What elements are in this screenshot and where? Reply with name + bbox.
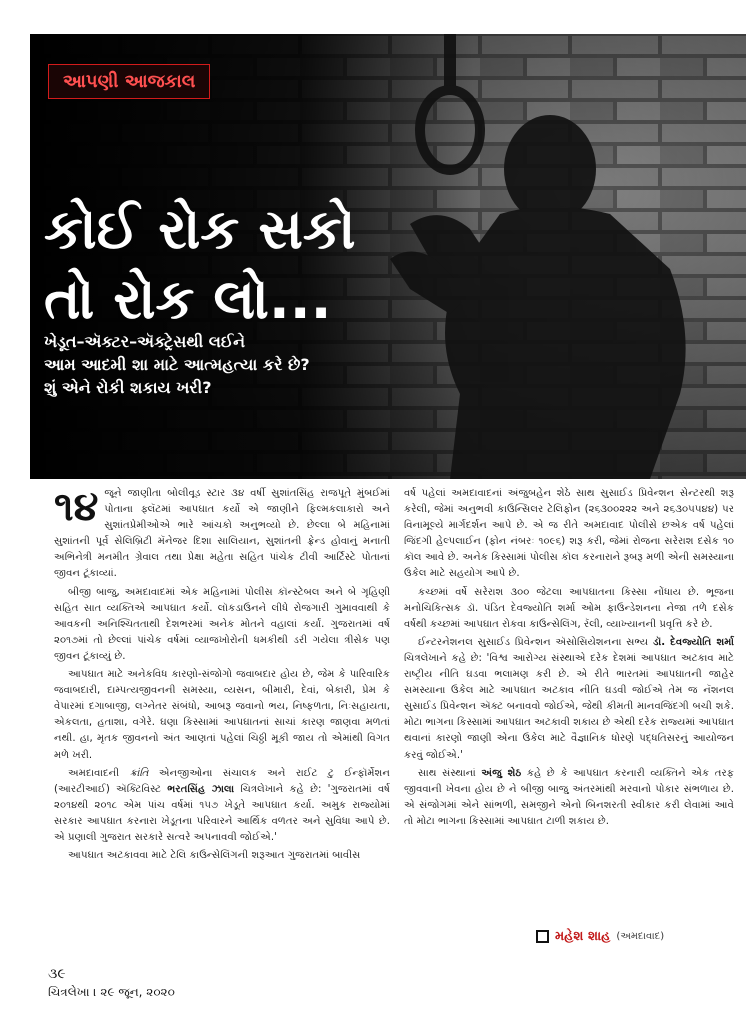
r4-post: કહે છે કે આપઘાત કરનારી વ્યક્તિને એક તરફ જીવવાની ખેવના હોય છે ને બીજી બાજુ અંતરમાંથી મરવાનો પોકાર સંભળાય છે. એ સંજોગમાં એને સાંભળી, સમજીને એનો બિનશરતી સ્વીકાર કરી લેવામાં આવે તો મોટા ભાગના કિસ્સામાં આપઘાત ટાળી શકાય છે. [404,767,734,827]
r3-pre: ઈન્ટરનેશનલ સુસાઈડ પ્રિવેન્શન ઍસોસિયેશનના સભ્ય [418,636,653,648]
hero-image [30,34,746,479]
paragraph-r2: કચ્છમાં વર્ષે સરેરાશ ૩૦૦ જેટલા આપઘાતના કિસ્સા નોંધાય છે. ભૂજના મનોચિકિત્સક ડૉ. પંડિત દેવજ્યોતિ શર્મા ઓમ ફાઉન્ડેશનના નેજા તળે દસેક વર્ષથી કચ્છમાં આપઘાત રોકવા કાઉન્સેલિંગ, રૅલી, વ્યાખ્યાનની પ્રવૃત્તિ કરે છે. [404,586,734,630]
p4-mid: એનજીઓના સંચાલક અને રાઈટ ટુ ઈન્ફૉર્મેશન (આરટીઆઈ) ઍક્ટિવિસ્ટ [54,767,390,795]
publication-line: ચિત્રલેખા । ૨૯ જૂન, ૨૦૨૦ [48,985,175,999]
p4-bold: ભરતસિંહ ઝાલા [167,783,235,795]
r3-bold: ડૉ. દેવજ્યોતિ શર્મા [652,636,734,648]
folio [48,965,175,1001]
paragraph-r4 [404,766,734,830]
author-place: (અમદાવાદ) [616,931,665,942]
paragraph-5: આપઘાત અટકાવવા માટે ટેલિ કાઉન્સેલિંગની શરૂઆત ગુજરાતમાં બાવીસ [68,850,361,862]
section-tag: આપણી આજકાલ [48,64,210,99]
deck-subtitle [44,330,464,399]
p4-pre: અમદાવાદની [68,767,130,779]
paragraph-r3 [404,635,734,764]
square-bullet-icon [536,930,549,943]
headline-line-1: કોઈ રોક સકો [44,197,356,261]
paragraph-2: બીજી બાજુ, અમદાવાદમાં એક મહિનામાં પોલીસ કૉન્સ્ટેબલ અને બે ગૃહિણી સહિત સાત વ્યક્તિએ આપઘાત કર્યો. લૉકડાઉનને લીધે રોજગારી ગુમાવવાથી કે આવકની અનિશ્ચિતતાથી દેશભરમાં અનેક મોતને વહાલાં કર્યાં. ગુજરાતમાં વર્ષ ૨૦૧૭માં તો છેલ્લાં પાંચેક વર્ષમાં વ્યાજખોરોની ધમકીથી ડરી ગયેલા ત્રીસેક પણ જીવન ટૂંકાવ્યું છે. [54,586,390,662]
r4-pre: સાથ સંસ્થાનાં [418,767,482,779]
deck-line-3: શું એને રોકી શકાય ખરી? [44,378,212,397]
deck-line-1: ખેડૂત–ઍક્ટર–ઍક્ટ્રેસથી લઈને [44,332,246,351]
paragraph-1-text: જૂને જાણીતા બોલીવૂડ સ્ટાર ૩૪ વર્ષી સુશાંતસિંહ રાજપૂતે મુંબઈમાં પોતાના ફ્લૅટમાં આપઘાત કર્યો એ જાણીને ફિલ્મકલાકારો અને સુશાંતપ્રેમીઓએ ભારે આંચકો અનુભવ્યો છે. છેલ્લા બે મહિનામાં સુશાંતની પૂર્વ સેલિબ્રિટી મૅનેજર દિશા સાલિયાન, સુશાંતની ફ્રેન્ડ હોવાનું મનાતી અભિનેત્રી મનમીત ગ્રેવાલ તથા પ્રેક્ષા મહેતા સહિત પાંચેક ટીવી આર્ટિસ્ટે પોતાનાં જીવન ટૂંકાવ્યાં. [54,488,390,580]
p4-italic: ક્રાંતિ [129,767,149,779]
paragraph-r1: વર્ષ પહેલાં અમદાવાદનાં અંજુબહેન શેઠે સાથ સુસાઈડ પ્રિવેન્શન સેન્ટરથી શરૂ કરેલી, જેમાં અનુભવી કાઉન્સિલર ટેલિફોન (૨૬૩૦૦૨૨૨ અને ૨૬૩૦૫૫૪૪) પર વિનામૂલ્યે માર્ગદર્શન આપે છે. એ જ રીતે અમદાવાદ પોલીસે છએક વર્ષ પહેલાં જિંદગી હેલ્પલાઈન (ફોન નંબરઃ ૧૦૯૬) શરૂ કરી, જેમાં રોજના સરેરાશ દસેક ૧૦ કૉલ આવે છે. અનેક કિસ્સામાં પોલીસ કૉલ કરનારાને રૂબરૂ મળી એની સમસ્યાના ઉકેલ માટે સહયોગ આપે છે. [404,488,734,580]
paragraph-1 [54,486,390,583]
headline-line-2: તો રોક લો... [44,267,332,331]
dropcap: ૧૪ [54,484,99,530]
byline [536,929,664,944]
r3-post: ચિત્રલેખાને કહે છે: 'વિશ્વ આરોગ્ય સંસ્થાએ દરેક દેશમાં આપઘાત અટકાવ માટે રાષ્ટ્રીય નીતિ ઘડવા ભલામણ કરી છે. એ રીતે ભારતમાં આપઘાતની જાહેર સમસ્યાના ઉકેલ માટે આપઘાત અટકાવ નીતિ ઘડવી જોઈએ તેમ જ નૅશનલ સુસાઈડ પ્રિવેન્શન ઍક્ટ બનાવવો જોઈએ, જેથી કીમતી માનવજિંદગી બચી શકે. મોટા ભાગના કિસ્સામાં આપઘાત અટકાવી શકાય છે એથી દરેક રાજ્યમાં આપઘાત થવાનાં કારણો જાણી એના ઉકેલ માટે વૈજ્ઞાનિક ધોરણે પદ્ધતિસરનું આયોજન કરવું જોઈએ.' [404,652,734,761]
deck-line-2: આમ આદમી શા માટે આત્મહત્યા કરે છે? [44,355,310,374]
paragraph-4 [54,766,390,846]
r4-bold: અંજુ શેઠ [481,767,522,779]
left-column [54,486,390,866]
author-name: મહેશ શાહ [555,929,611,944]
page-number: ૩૯ [48,966,66,982]
headline [44,194,464,334]
paragraph-3: આપઘાત માટે અનેકવિધ કારણો-સંજોગો જવાબદાર હોય છે, જેમ કે પારિવારિક જવાબદારી, દામ્પત્યજીવનની સમસ્યા, વ્યસન, બીમારી, દેવાં, બેકારી, પ્રેમ કે વેપારમાં દગાબાજી, લગ્નેતર સંબંધો, આબરૂ જવાનો ભય, નિષ્ફળતા, નિઃસહાયતા, એકલતા, હતાશા, વગેરે. ઘણા કિસ્સામાં આપઘાતનાં સાચાં કારણ જાણવા મળતાં નથી. હા, મૃતક જીવનનો અંત આણતાં પહેલાં ચિઠ્ઠી મૂકી જાય તો એમાંથી વિગત મળે ખરી. [54,669,390,761]
article-body [30,486,746,956]
right-column [404,486,734,832]
p4-post: ચિત્રલેખાને કહે છે: 'ગુજરાતમાં વર્ષ ૨૦૧૪થી ૨૦૧૮ એમ પાંચ વર્ષમાં ૧૫૭ ખેડૂતે આપઘાત કર્યા. અમુક રાજ્યોમાં સરકાર આપઘાત કરનારા ખેડૂતના પરિવારને આર્થિક વળતર અને સુવિધા આપે છે. એ પ્રણાલી ગુજરાત સરકારે સત્વરે અપનાવવી જોઈએ.' [54,783,390,843]
